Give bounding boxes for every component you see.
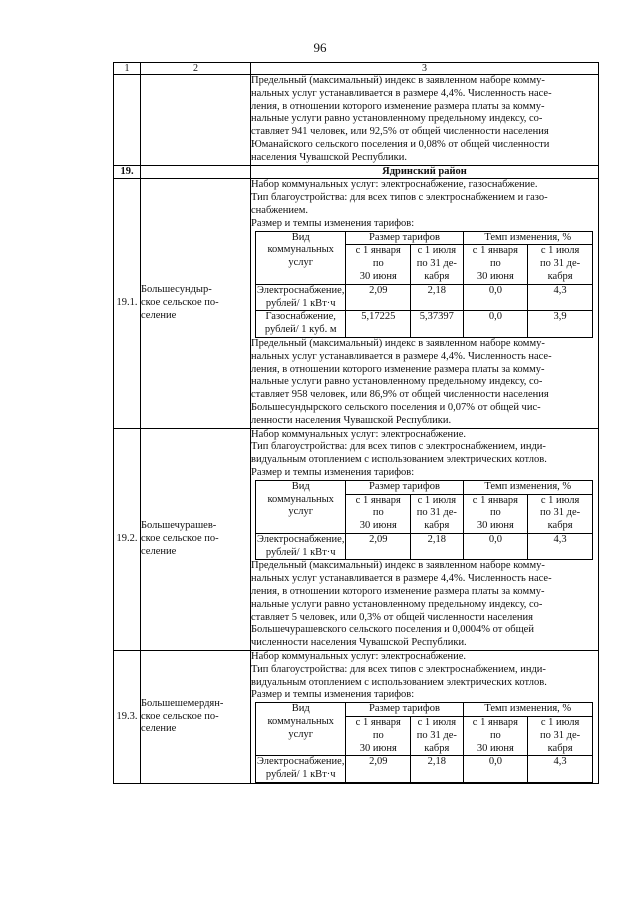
details-line: видуальным отоплением с использованием электрических котлов.	[251, 454, 547, 466]
tariff-value: 2,09	[346, 756, 411, 783]
header-line: по 31 де-	[540, 258, 581, 270]
details-line: нальные услуги равно установленному предельному индексу, со-	[251, 598, 543, 610]
header-line: кабря	[424, 520, 450, 532]
period-header	[411, 717, 463, 756]
header-line: с 1 января	[472, 717, 518, 729]
tariff-subtable	[255, 231, 593, 338]
details-line: ставляет 958 человек, или 86,9% от общей численности населения	[251, 389, 549, 401]
service-label-line: Газоснабжение,	[265, 311, 336, 323]
header-line: коммунальных	[267, 716, 334, 728]
subtable-header-row	[256, 231, 593, 245]
settlement-name-line: ское сельское по-	[141, 710, 219, 722]
column-header-1: 1	[114, 63, 141, 75]
subtable-header-row	[256, 480, 593, 494]
paragraph-line: Предельный (максимальный) индекс в заявленном наборе комму-	[251, 75, 545, 86]
header-line: 30 июня	[359, 742, 397, 754]
tariff-value: 0,0	[463, 284, 528, 311]
header-line: кабря	[424, 742, 450, 754]
service-label	[256, 311, 346, 338]
header-line: с 1 июля	[417, 245, 457, 257]
header-line: по	[489, 258, 501, 270]
period-header	[346, 717, 411, 756]
header-line: 30 июня	[476, 520, 514, 532]
header-line: по	[372, 729, 384, 741]
paragraph-line: нальных услуг устанавливается в размере 4,4%. Численность насе-	[251, 87, 552, 99]
header-line: по	[372, 507, 384, 519]
period-header	[528, 717, 593, 756]
change-rate-header: Темп изменения, %	[463, 231, 592, 245]
details-line: численности населения Чувашской Республики.	[251, 637, 467, 649]
settlement-row	[114, 428, 599, 651]
paragraph-line: нальные услуги равно установленному предельному индексу, со-	[251, 113, 543, 125]
tariff-value: 2,09	[346, 533, 411, 560]
change-rate-header: Темп изменения, %	[463, 703, 592, 717]
details-line: Набор коммунальных услуг: электроснабжение.	[251, 651, 467, 663]
tariff-value: 5,17225	[346, 311, 411, 338]
paragraph-line: населения Чувашской Республики.	[251, 151, 407, 163]
header-line: по 31 де-	[540, 729, 581, 741]
header-line: кабря	[547, 270, 573, 282]
tariff-value: 0,0	[463, 533, 528, 560]
details-line: Предельный (максимальный) индекс в заявленном наборе комму-	[251, 560, 545, 572]
details-line: нальные услуги равно установленному предельному индексу, со-	[251, 376, 543, 388]
tariff-value: 4,3	[528, 284, 593, 311]
settlement-name-line: ское сельское по-	[141, 297, 219, 309]
header-line: Вид	[291, 480, 310, 492]
tariff-value: 0,0	[463, 311, 528, 338]
service-label	[256, 284, 346, 311]
period-header	[411, 245, 463, 284]
tariff-value: 4,3	[528, 756, 593, 783]
change-rate-header: Темп изменения, %	[463, 480, 592, 494]
header-line: 30 июня	[359, 520, 397, 532]
header-line: с 1 июля	[540, 245, 580, 257]
details-line: снабжением.	[251, 204, 308, 216]
settlement-row	[114, 651, 599, 784]
details-line: Размер и темпы изменения тарифов:	[251, 466, 415, 478]
tariff-size-header: Размер тарифов	[346, 231, 463, 245]
settlement-number: 19.2.	[114, 428, 141, 651]
header-line: с 1 января	[355, 245, 401, 257]
details-line: нальных услуг устанавливается в размере 4,4%. Численность насе-	[251, 350, 552, 362]
details-line: ления, в отношении которого изменение размера платы за комму-	[251, 363, 545, 375]
settlement-details	[251, 179, 599, 428]
service-label	[256, 533, 346, 560]
tariff-row	[256, 756, 593, 783]
header-line: с 1 января	[355, 717, 401, 729]
header-line: коммунальных	[267, 493, 334, 505]
tariff-size-header: Размер тарифов	[346, 480, 463, 494]
header-line: с 1 июля	[417, 494, 457, 506]
details-line: Набор коммунальных услуг: электроснабжение.	[251, 428, 467, 440]
tariff-row	[256, 284, 593, 311]
settlement-details	[251, 651, 599, 784]
service-label-line: рублей/ 1 кВт·ч	[265, 546, 336, 558]
column-header-3: 3	[251, 63, 599, 75]
settlement-name-line: ское сельское по-	[141, 532, 219, 544]
header-line: по 31 де-	[416, 507, 457, 519]
tariff-table	[113, 62, 599, 784]
service-type-header	[256, 480, 346, 533]
service-label-line: Электроснабжение,	[257, 533, 345, 545]
header-line: 30 июня	[359, 270, 397, 282]
header-line: по	[489, 507, 501, 519]
header-line: Вид	[291, 231, 310, 243]
settlement-name-line: Большесундыр-	[141, 284, 212, 296]
tariff-value: 5,37397	[411, 311, 463, 338]
header-line: кабря	[547, 520, 573, 532]
details-line: Большесундырского сельского поселения и 0,07% от общей чис-	[251, 401, 541, 413]
tariff-value: 0,0	[463, 756, 528, 783]
details-line: ленности населения Чувашской Республики.	[251, 414, 452, 426]
tariff-value: 3,9	[528, 311, 593, 338]
header-line: кабря	[547, 742, 573, 754]
settlement-name-line: селение	[141, 723, 177, 735]
period-header	[346, 494, 411, 533]
details-line: Предельный (максимальный) индекс в заявленном наборе комму-	[251, 337, 545, 349]
header-line: по 31 де-	[416, 258, 457, 270]
header-line: 30 июня	[476, 742, 514, 754]
header-line: услуг	[288, 728, 314, 740]
settlement-name	[141, 651, 251, 784]
settlement-name-line: селение	[141, 309, 177, 321]
header-line: Вид	[291, 703, 310, 715]
period-header	[528, 494, 593, 533]
page-number: 96	[313, 40, 327, 55]
service-label-line: Электроснабжение,	[257, 284, 345, 296]
settlement-name-line: Большечурашев-	[141, 520, 217, 532]
tariff-subtable	[255, 702, 593, 783]
details-line: Размер и темпы изменения тарифов:	[251, 689, 415, 701]
settlement-name-line: Большешемердян-	[141, 697, 224, 709]
settlement-name	[141, 179, 251, 428]
continuation-paragraph	[251, 75, 599, 166]
period-header	[346, 245, 411, 284]
settlement-details	[251, 428, 599, 651]
tariff-value: 2,18	[411, 284, 463, 311]
tariff-size-header: Размер тарифов	[346, 703, 463, 717]
continuation-row	[114, 75, 599, 166]
details-line: Размер и темпы изменения тарифов:	[251, 217, 415, 229]
service-label	[256, 756, 346, 783]
header-line: с 1 июля	[417, 717, 457, 729]
region-row	[114, 165, 599, 179]
header-line: по	[489, 729, 501, 741]
column-header-row	[114, 63, 599, 75]
paragraph-line: Юманайского сельского поселения и 0,08% от общей численности	[251, 138, 550, 150]
service-label-line: рублей/ 1 кВт·ч	[265, 769, 336, 781]
service-label-line: рублей/ 1 куб. м	[264, 324, 337, 336]
period-header	[463, 494, 528, 533]
region-name: Ядринский район	[251, 165, 599, 179]
column-header-2: 2	[141, 63, 251, 75]
header-line: услуг	[288, 257, 314, 269]
settlement-name-line: селение	[141, 545, 177, 557]
header-line: с 1 января	[472, 245, 518, 257]
header-line: с 1 января	[472, 494, 518, 506]
header-line: 30 июня	[476, 270, 514, 282]
service-type-header	[256, 231, 346, 284]
tariff-value: 4,3	[528, 533, 593, 560]
details-line: нальных услуг устанавливается в размере 4,4%. Численность насе-	[251, 573, 552, 585]
tariff-value: 2,09	[346, 284, 411, 311]
header-line: услуг	[288, 506, 314, 518]
details-line: Набор коммунальных услуг: электроснабжение, газоснабжение.	[251, 179, 538, 191]
details-line: ставляет 5 человек, или 0,3% от общей численности населения	[251, 611, 533, 623]
details-line: ления, в отношении которого изменение размера платы за комму-	[251, 586, 545, 598]
details-line: Тип благоустройства: для всех типов с электроснабжением, инди-	[251, 663, 546, 675]
header-line: по 31 де-	[416, 729, 457, 741]
paragraph-line: ления, в отношении которого изменение размера платы за комму-	[251, 100, 545, 112]
header-line: по 31 де-	[540, 507, 581, 519]
service-type-header	[256, 703, 346, 756]
settlement-number: 19.1.	[114, 179, 141, 428]
tariff-subtable	[255, 480, 593, 561]
period-header	[463, 717, 528, 756]
service-label-line: рублей/ 1 кВт·ч	[265, 297, 336, 309]
service-label-line: Электроснабжение,	[257, 756, 345, 768]
tariff-value: 2,18	[411, 533, 463, 560]
tariff-row	[256, 311, 593, 338]
header-line: с 1 июля	[540, 717, 580, 729]
settlement-number: 19.3.	[114, 651, 141, 784]
paragraph-line: ставляет 941 человек, или 92,5% от общей численности населения	[251, 126, 549, 138]
details-line: Большечурашевского сельского поселения и 0,0004% от общей	[251, 624, 534, 636]
settlement-name	[141, 428, 251, 651]
subtable-header-row	[256, 703, 593, 717]
header-line: с 1 июля	[540, 494, 580, 506]
header-line: по	[372, 258, 384, 270]
period-header	[528, 245, 593, 284]
region-number: 19.	[114, 165, 141, 179]
tariff-value: 2,18	[411, 756, 463, 783]
header-line: с 1 января	[355, 494, 401, 506]
tariff-row	[256, 533, 593, 560]
period-header	[463, 245, 528, 284]
details-line: Тип благоустройства: для всех типов с электроснабжением и газо-	[251, 192, 548, 204]
details-line: Тип благоустройства: для всех типов с электроснабжением, инди-	[251, 441, 546, 453]
settlement-row	[114, 179, 599, 428]
header-line: коммунальных	[267, 244, 334, 256]
period-header	[411, 494, 463, 533]
details-line: видуальным отоплением с использованием электрических котлов.	[251, 676, 547, 688]
header-line: кабря	[424, 270, 450, 282]
